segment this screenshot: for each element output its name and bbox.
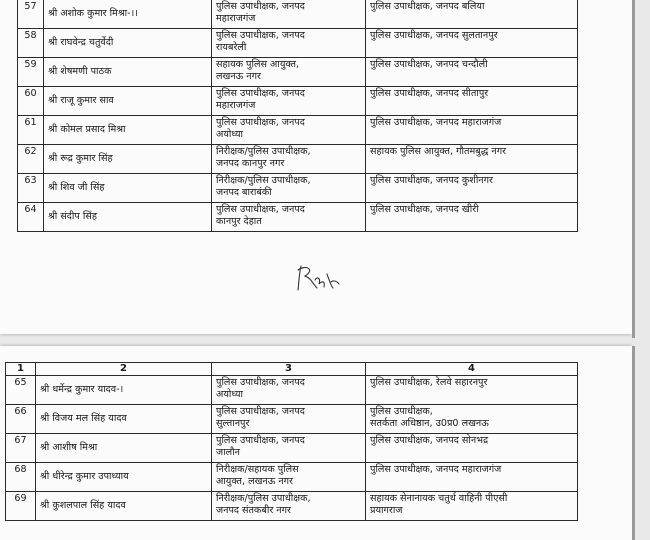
officer-name-cell: श्री आशीष मिश्रा: [36, 434, 212, 463]
current-posting-cell: [212, 0, 366, 29]
current-posting-line: रायबरेली: [216, 42, 247, 53]
serial-number-cell: 68: [6, 463, 36, 492]
current-posting-cell: [212, 87, 366, 116]
officer-name-cell: श्री राजू कुमार साव: [44, 87, 212, 116]
serial-number-cell: 62: [18, 145, 44, 174]
officer-name-cell: श्री राघवेन्द्र चतुर्वेदी: [44, 29, 212, 58]
current-posting-line: जनपद बाराबंकी: [216, 187, 272, 198]
current-posting-line: पुलिस उपाधीक्षक, जनपद: [216, 30, 305, 41]
table-row: [6, 376, 578, 405]
table-row: [6, 434, 578, 463]
officer-name-cell: श्री धर्मेन्द्र कुमार यादव-।: [36, 376, 212, 405]
page-edge: [632, 0, 635, 338]
new-posting-cell: [366, 0, 578, 29]
current-posting-line: अयोध्या: [216, 129, 244, 140]
table-row: [18, 145, 578, 174]
current-posting-line: जनपद कानपुर नगर: [216, 158, 285, 169]
new-posting-cell: [366, 434, 578, 463]
new-posting-cell: [366, 87, 578, 116]
current-posting-line: सहायक पुलिस आयुक्त,: [216, 59, 300, 70]
current-posting-line: पुलिस उपाधीक्षक, जनपद: [216, 406, 305, 417]
current-posting-cell: [212, 203, 366, 232]
serial-number-cell: 66: [6, 405, 36, 434]
new-posting-line: पुलिस उपाधीक्षक, जनपद चन्दौली: [370, 59, 488, 70]
current-posting-cell: [212, 463, 366, 492]
serial-number-cell: 57: [18, 0, 44, 29]
transfer-table-bottom: [5, 362, 578, 521]
transfer-table-top: [17, 0, 578, 232]
officer-name-cell: श्री अशोक कुमार मिश्रा-।।: [44, 0, 212, 29]
table-row: [6, 463, 578, 492]
serial-number-cell: 59: [18, 58, 44, 87]
column-header: 4: [366, 363, 578, 376]
page-edge: [632, 346, 635, 540]
current-posting-line: निरीक्षक/पुलिस उपाधीक्षक,: [216, 146, 311, 157]
current-posting-line: पुलिस उपाधीक्षक, जनपद: [216, 88, 305, 99]
current-posting-line: जालौन: [216, 447, 240, 458]
current-posting-cell: [212, 58, 366, 87]
table-row: [18, 116, 578, 145]
table-row: [18, 29, 578, 58]
signature-icon: [293, 260, 343, 296]
new-posting-cell: [366, 116, 578, 145]
new-posting-cell: [366, 145, 578, 174]
officer-name-cell: श्री संदीप सिंह: [44, 203, 212, 232]
current-posting-line: पुलिस उपाधीक्षक, जनपद: [216, 377, 305, 388]
officer-name-cell: श्री शिव जी सिंह: [44, 174, 212, 203]
new-posting-line: सतर्कता अधिष्ठान, उ0प्र0 लखनऊ: [370, 418, 489, 429]
column-header: 2: [36, 363, 212, 376]
table-row: [18, 203, 578, 232]
new-posting-line: पुलिस उपाधीक्षक, जनपद बलिया: [370, 1, 485, 12]
new-posting-line: पुलिस उपाधीक्षक, जनपद सीतापुर: [370, 88, 489, 99]
current-posting-line: कानपुर देहात: [216, 216, 262, 227]
new-posting-line: पुलिस उपाधीक्षक, जनपद खीरी: [370, 204, 479, 215]
table-row: [18, 58, 578, 87]
current-posting-line: पुलिस उपाधीक्षक, जनपद: [216, 1, 305, 12]
current-posting-line: निरीक्षक/सहायक पुलिस: [216, 464, 299, 475]
current-posting-cell: [212, 29, 366, 58]
current-posting-cell: [212, 492, 366, 521]
new-posting-cell: [366, 376, 578, 405]
document-page-bottom: [0, 346, 632, 540]
new-posting-line: पुलिस उपाधीक्षक, रेलवे सहारनपुर: [370, 377, 488, 388]
current-posting-cell: [212, 405, 366, 434]
current-posting-line: निरीक्षक/पुलिस उपाधीक्षक,: [216, 493, 311, 504]
current-posting-line: पुलिस उपाधीक्षक, जनपद: [216, 435, 305, 446]
new-posting-line: पुलिस उपाधीक्षक, जनपद महाराजगंज: [370, 464, 502, 475]
new-posting-cell: [366, 405, 578, 434]
new-posting-cell: [366, 463, 578, 492]
column-header: 3: [212, 363, 366, 376]
new-posting-line: सहायक पुलिस आयुक्त, गौतमबुद्ध नगर: [370, 146, 507, 157]
serial-number-cell: 65: [6, 376, 36, 405]
current-posting-line: लखनऊ नगर: [216, 71, 261, 82]
current-posting-line: आयुक्त, लखनऊ नगर: [216, 476, 293, 487]
current-posting-line: महाराजगंज: [216, 13, 256, 24]
current-posting-line: पुलिस उपाधीक्षक, जनपद: [216, 117, 305, 128]
new-posting-line: पुलिस उपाधीक्षक, जनपद सोनभद्र: [370, 435, 489, 446]
officer-name-cell: श्री धीरेन्द्र कुमार उपाध्याय: [36, 463, 212, 492]
current-posting-line: अयोध्या: [216, 389, 244, 400]
serial-number-cell: 67: [6, 434, 36, 463]
table-row: [18, 87, 578, 116]
column-header: 1: [6, 363, 36, 376]
current-posting-cell: [212, 376, 366, 405]
officer-name-cell: श्री शेषमणी पाठक: [44, 58, 212, 87]
table-row: [6, 492, 578, 521]
table-header-row: [6, 363, 578, 376]
current-posting-cell: [212, 434, 366, 463]
new-posting-cell: [366, 58, 578, 87]
new-posting-line: पुलिस उपाधीक्षक, जनपद कुशीनगर: [370, 175, 493, 186]
new-posting-cell: [366, 203, 578, 232]
current-posting-line: सुल्तानपुर: [216, 418, 250, 429]
officer-name-cell: श्री रूद्र कुमार सिंह: [44, 145, 212, 174]
serial-number-cell: 69: [6, 492, 36, 521]
current-posting-line: पुलिस उपाधीक्षक, जनपद: [216, 204, 305, 215]
new-posting-cell: [366, 29, 578, 58]
new-posting-line: प्रयागराज: [370, 505, 403, 516]
officer-name-cell: श्री विजय मल सिंह यादव: [36, 405, 212, 434]
serial-number-cell: 63: [18, 174, 44, 203]
new-posting-cell: [366, 492, 578, 521]
current-posting-line: निरीक्षक/पुलिस उपाधीक्षक,: [216, 175, 311, 186]
table-row: [18, 174, 578, 203]
serial-number-cell: 60: [18, 87, 44, 116]
current-posting-cell: [212, 116, 366, 145]
new-posting-line: सहायक सेनानायक चतुर्थ वाहिनी पीएसी: [370, 493, 508, 504]
new-posting-cell: [366, 174, 578, 203]
officer-name-cell: श्री कुशलपाल सिंह यादव: [36, 492, 212, 521]
current-posting-cell: [212, 145, 366, 174]
serial-number-cell: 64: [18, 203, 44, 232]
officer-name-cell: श्री कोमल प्रसाद मिश्रा: [44, 116, 212, 145]
table-row: [6, 405, 578, 434]
current-posting-cell: [212, 174, 366, 203]
serial-number-cell: 61: [18, 116, 44, 145]
table-row: [18, 0, 578, 29]
new-posting-line: पुलिस उपाधीक्षक, जनपद सुलतानपुर: [370, 30, 498, 41]
serial-number-cell: 58: [18, 29, 44, 58]
new-posting-line: पुलिस उपाधीक्षक,: [370, 406, 433, 417]
current-posting-line: महाराजगंज: [216, 100, 256, 111]
current-posting-line: जनपद संतकबीर नगर: [216, 505, 291, 516]
new-posting-line: पुलिस उपाधीक्षक, जनपद महाराजगंज: [370, 117, 502, 128]
